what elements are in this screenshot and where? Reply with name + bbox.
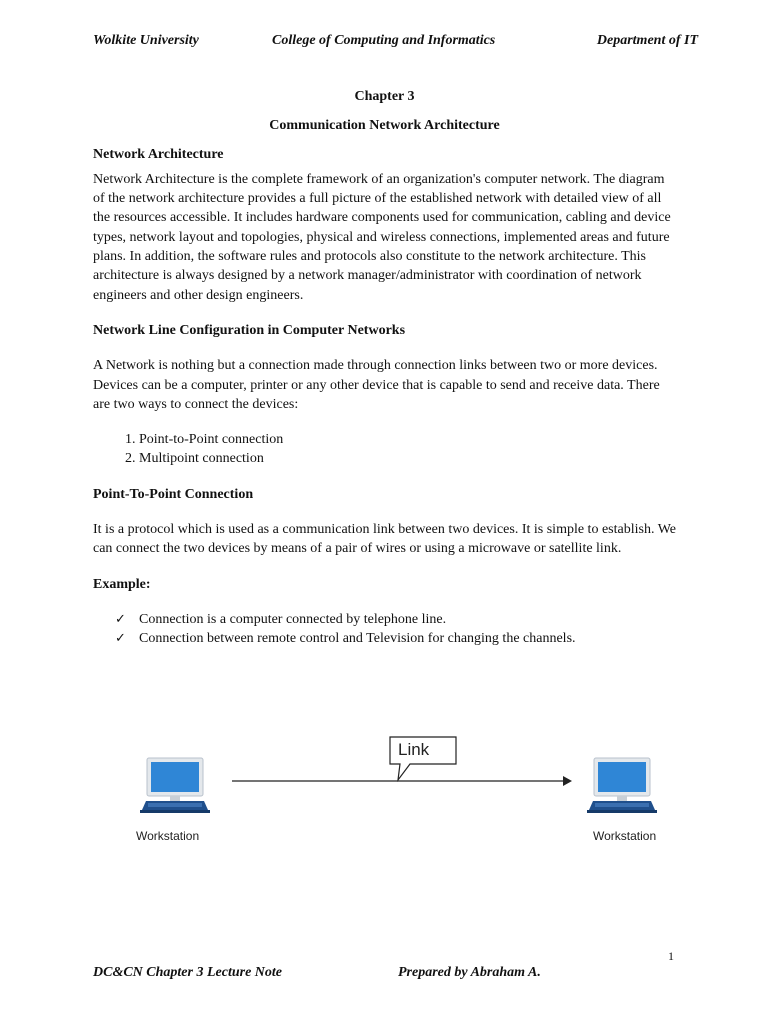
chapter-label: Chapter 3 [354, 89, 415, 104]
link-label: Link [398, 740, 430, 759]
checkmark-icon: ✓ [115, 611, 126, 627]
checkmark-icon: ✓ [115, 631, 126, 647]
footer-course: DC&CN Chapter 3 Lecture Note [93, 965, 282, 980]
page-title: Communication Network Architecture [269, 118, 500, 134]
header-university: Wolkite University [93, 33, 199, 48]
workstation-label-left: Workstation [136, 829, 200, 843]
arrow-head-icon [563, 776, 572, 786]
page-number: 1 [668, 949, 674, 963]
heading-line-configuration: Network Line Configuration in Computer Networks [93, 322, 406, 338]
header-department: Department of IT [596, 33, 698, 48]
workstation-label-right: Workstation [593, 829, 657, 843]
connection-types-list [93, 430, 676, 469]
point-to-point-diagram [120, 730, 680, 860]
heading-network-architecture: Network Architecture [93, 146, 224, 162]
list-item [93, 610, 676, 629]
page-content [93, 87, 676, 649]
example-list [93, 610, 676, 649]
example-text: Connection is a computer connected by telephone line. [139, 611, 447, 627]
header-college: College of Computing and Informatics [272, 33, 496, 48]
left-workstation-icon [140, 758, 210, 813]
heading-example: Example: [93, 576, 151, 592]
paragraph-line-configuration: A Network is nothing but a connection made through connection links between two or more devices. Devices can be a computer, printer or any other device that is capable to send and receive data. There are two ways to connect the devices: [93, 358, 660, 412]
example-text: Connection between remote control and Television for changing the channels. [139, 631, 576, 647]
list-item: 2. Multipoint connection [139, 449, 676, 468]
paragraph-network-architecture: Network Architecture is the complete framework of an organization's computer network. The diagram of the network architecture provides a full picture of the established network with detailed view of all the resources accessible. It includes hardware components used for communication, cabling and device types, network layout and topologies, physical and wireless connections, implemented areas and future plans. In addition, the software rules and protocols also constitute to the network architecture. This architecture is always designed by a network manager/administrator with coordination of network engineers and other design engineers. [93, 171, 671, 303]
list-item [93, 629, 676, 648]
heading-point-to-point: Point-To-Point Connection [93, 486, 254, 502]
paragraph-point-to-point: It is a protocol which is used as a communication link between two devices. It is simple to establish. We can connect the two devices by means of a pair of wires or using a microwave or satellite link. [93, 522, 676, 557]
footer-author: Prepared by Abraham A. [398, 965, 541, 980]
list-item: 1. Point-to-Point connection [139, 430, 676, 449]
right-workstation-icon [587, 758, 657, 813]
